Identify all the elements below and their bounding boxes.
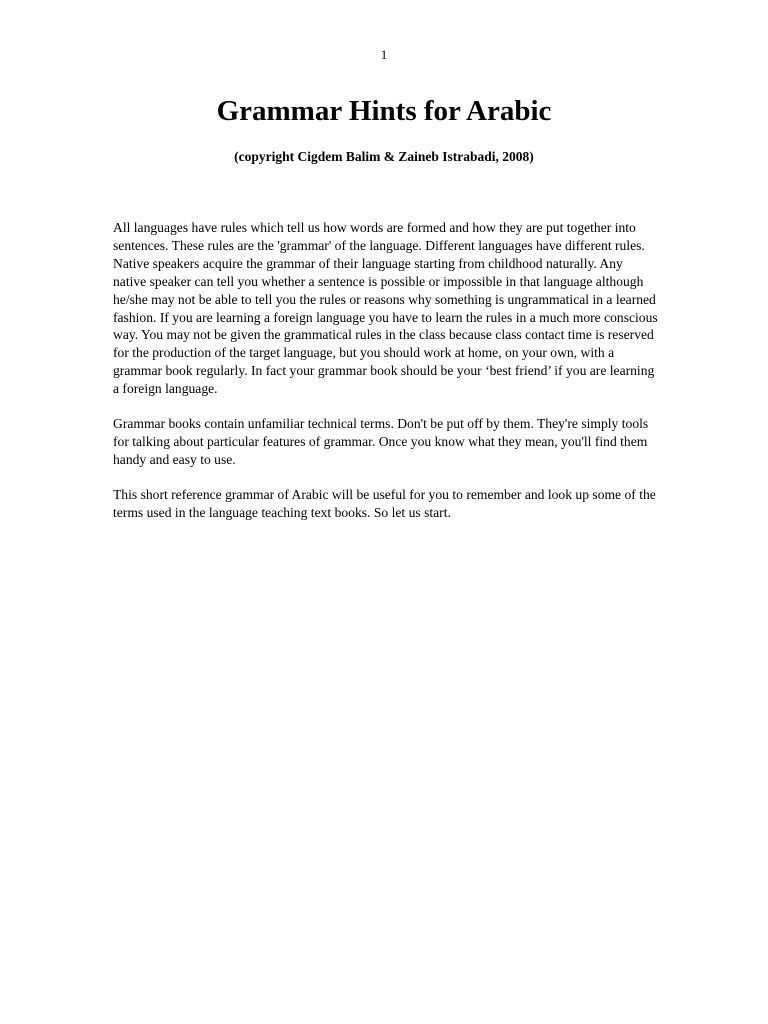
paragraph-intro: All languages have rules which tell us how words are formed and how they are put together into sentences. These rules are the 'grammar' of the language. Different languages have different rules. Native speakers acquire the grammar of their language starting from childhood naturally. Any native speaker can tell you whether a sentence is possible or impossible in that language although he/she may not be able to tell you the rules or reasons why something is ungrammatical in a learned fashion. If you are learning a foreign language you have to learn the rules in a much more conscious way. You may not be given the grammatical rules in the class because class contact time is reserved for the production of the target language, but you should work at home, on your own, with a grammar book regularly. In fact your grammar book should be your ‘best friend’ if you are learning a foreign language. bbox=[113, 220, 658, 397]
paragraph-reference: This short reference grammar of Arabic will be useful for you to remember and look up some of the terms used in the language teaching text books. So let us start. bbox=[113, 486, 656, 520]
document-title: Grammar Hints for Arabic bbox=[216, 95, 552, 127]
page-number: 1 bbox=[380, 47, 388, 62]
document-subtitle: (copyright Cigdem Balim & Zaineb Istrabadi, 2008) bbox=[234, 149, 534, 164]
paragraph-technical-terms: Grammar books contain unfamiliar technical terms. Don't be put off by them. They're simply tools for talking about particular features of grammar. Once you know what they mean, you'll find them handy and easy to use. bbox=[113, 416, 649, 467]
body-text bbox=[113, 219, 658, 539]
